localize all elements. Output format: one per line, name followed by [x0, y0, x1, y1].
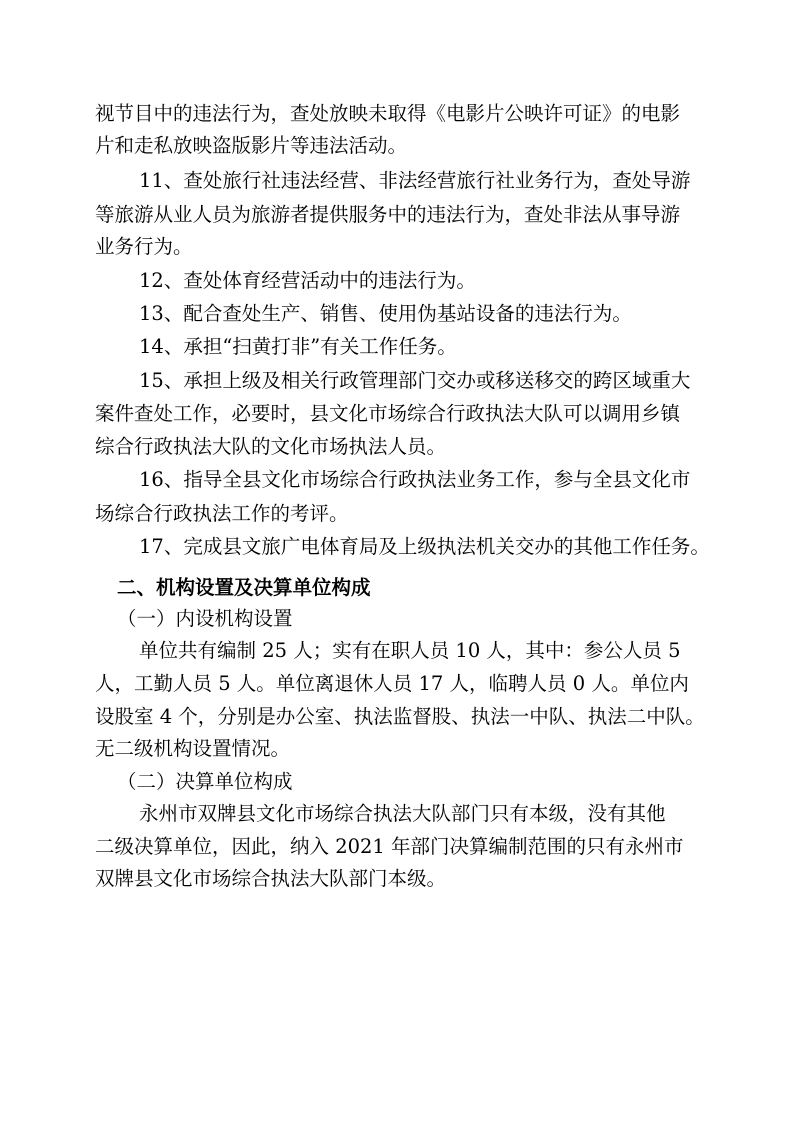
text-line: 等旅游从业人员为旅游者提供服务中的违法行为，查处非法从事导游 — [95, 203, 681, 226]
text-line: 案件查处工作，必要时，县文化市场综合行政执法大队可以调用乡镇 — [95, 402, 681, 425]
text-line: 单位共有编制 25 人；实有在职人员 10 人，其中：参公人员 5 — [139, 639, 681, 662]
subsection-heading: （二）决算单位构成 — [117, 770, 293, 793]
subsection-heading: （一）内设机构设置 — [117, 607, 293, 630]
text-line: 二级决算单位，因此，纳入 2021 年部门决算编制范围的只有永州市 — [95, 835, 684, 858]
text-line: 人，工勤人员 5 人。单位离退休人员 17 人，临聘人员 0 人。单位内 — [95, 672, 689, 695]
text-line: 无二级机构设置情况。 — [95, 737, 291, 760]
text-line: 设股室 4 个，分别是办公室、执法监督股、执法一中队、执法二中队。 — [95, 705, 705, 728]
text-line: 12、查处体育经营活动中的违法行为。 — [139, 269, 476, 292]
text-line: 场综合行政执法工作的考评。 — [95, 502, 349, 525]
text-line: 15、承担上级及相关行政管理部门交办或移送移交的跨区域重大 — [139, 369, 691, 392]
text-line: 业务行为。 — [95, 235, 193, 258]
text-line: 17、完成县文旅广电体育局及上级执法机关交办的其他工作任务。 — [139, 535, 710, 558]
text-line: 16、指导全县文化市场综合行政执法业务工作，参与全县文化市 — [139, 468, 691, 491]
text-line: 13、配合查处生产、销售、使用伪基站设备的违法行为。 — [139, 302, 632, 325]
text-line: 综合行政执法大队的文化市场执法人员。 — [95, 435, 447, 458]
text-line: 14、承担“扫黄打非”有关工作任务。 — [139, 335, 457, 358]
text-line: 永州市双牌县文化市场综合执法大队部门只有本级，没有其他 — [139, 802, 666, 825]
text-line: 双牌县文化市场综合执法大队部门本级。 — [95, 867, 447, 890]
text-line: 片和走私放映盗版影片等违法活动。 — [95, 134, 408, 157]
text-line: 视节目中的违法行为，查处放映未取得《电影片公映许可证》的电影 — [95, 102, 681, 125]
section-heading: 二、机构设置及决算单位构成 — [117, 576, 371, 599]
text-line: 11、查处旅行社违法经营、非法经营旅行社业务行为，查处导游 — [139, 169, 691, 192]
